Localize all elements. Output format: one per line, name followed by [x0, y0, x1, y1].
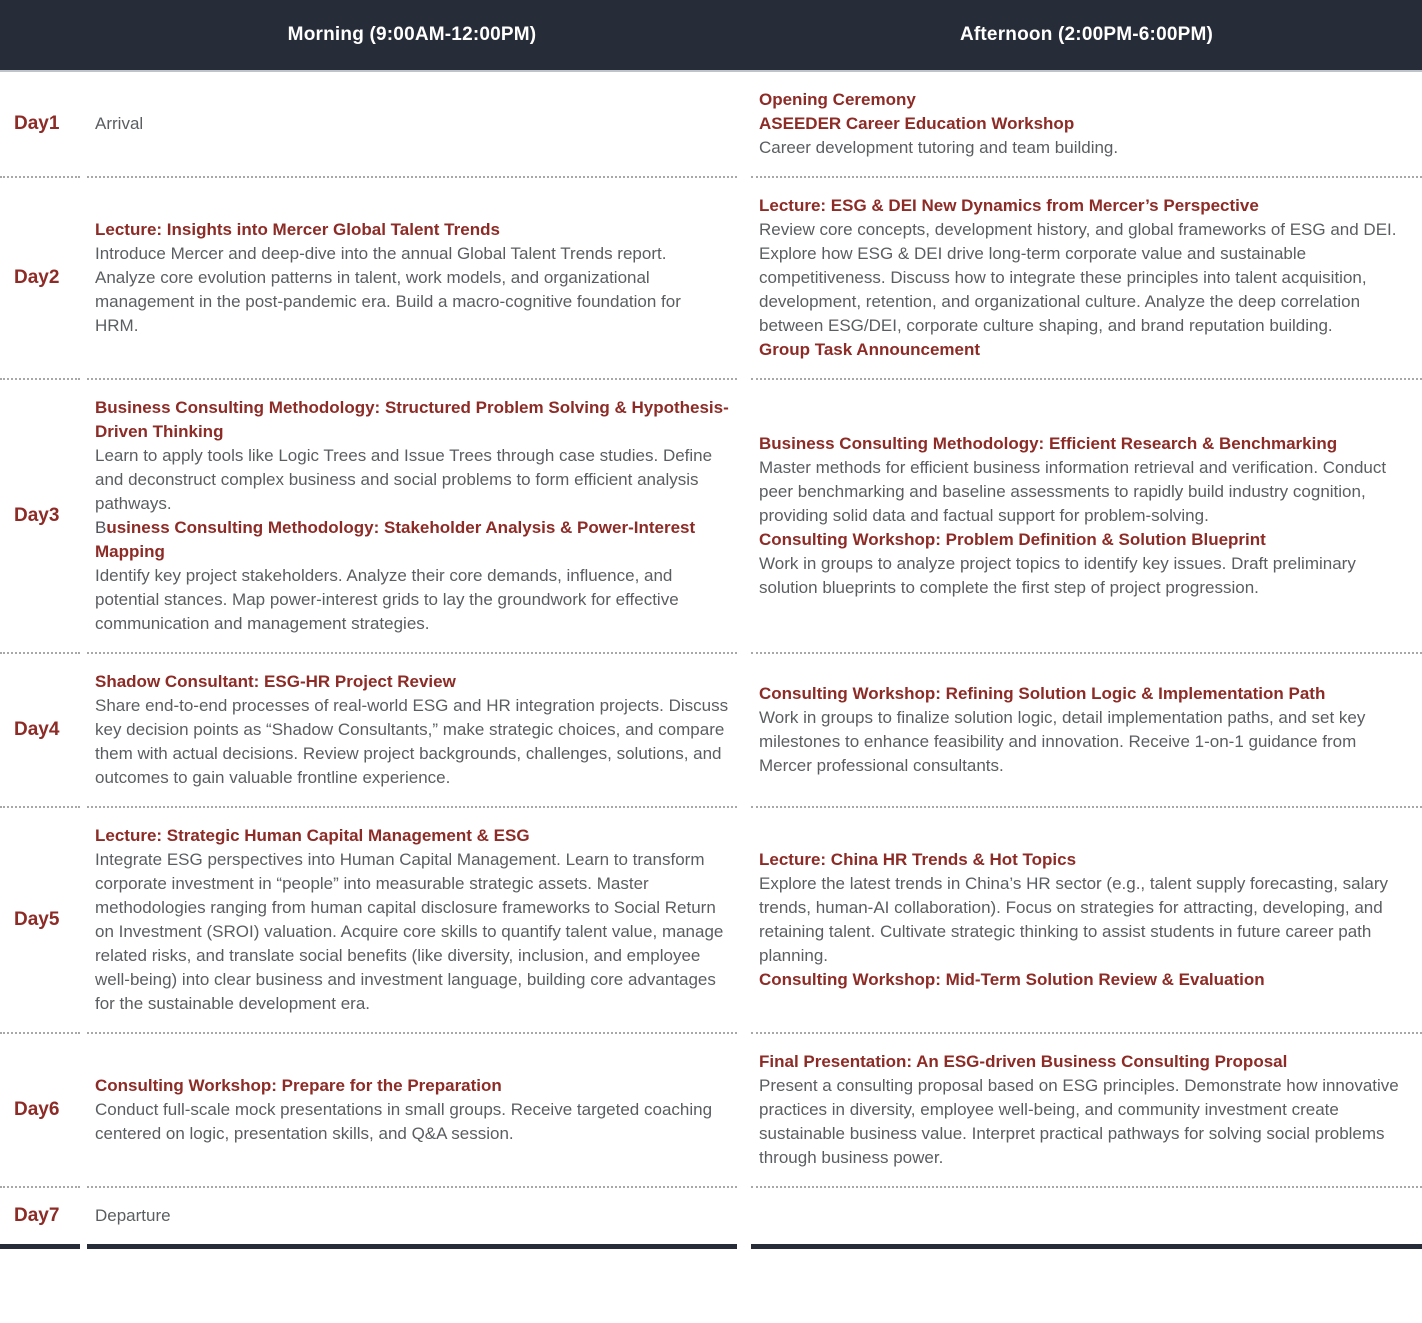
- session-description: Conduct full-scale mock presentations in small groups. Receive targeted coaching centered on logic, presentation skills, and Q&A session.: [95, 1100, 713, 1143]
- column-header-morning: Morning (9:00AM-12:00PM): [287, 24, 537, 45]
- session-description: Present a consulting proposal based on ESG principles. Demonstrate how innovative practices in diversity, employee well-being, and community investment create sustainable business value. Interpret practical pathways for solving social problems through business power.: [759, 1076, 1399, 1167]
- day-label: Day6: [0, 1034, 80, 1188]
- session-heading: ASEEDER Career Education Workshop: [759, 114, 1075, 133]
- session-heading: Consulting Workshop: Problem Definition & Solution Blueprint: [759, 530, 1266, 549]
- day-label: Day5: [0, 808, 80, 1034]
- session-description: Integrate ESG perspectives into Human Capital Management. Learn to transform corporate investment in “people” into measurable strategic assets. Master methodologies ranging from human capital disclosure frameworks to Social Return on Investment (SROI) valuation. Acquire core skills to quantify talent value, manage related risks, and translate social benefits (like diversity, inclusion, and employee well-being) into clear business and investment language, building core advantages for the sustainable development era.: [95, 850, 724, 1013]
- plain-lead-character: B: [95, 518, 107, 537]
- session-heading: Opening Ceremony: [759, 90, 916, 109]
- afternoon-cell: [751, 1188, 1422, 1249]
- afternoon-cell: [751, 808, 1422, 1034]
- afternoon-cell: [751, 1034, 1422, 1188]
- morning-cell: [87, 178, 737, 380]
- session-description: Work in groups to finalize solution logic, detail implementation paths, and set key milestones to enhance feasibility and innovation. Receive 1-on-1 guidance from Mercer professional consultants.: [759, 708, 1366, 775]
- session-heading: Lecture: Strategic Human Capital Management & ESG: [95, 826, 530, 845]
- afternoon-cell: [751, 654, 1422, 808]
- day-label: Day3: [0, 380, 80, 654]
- session-heading: Business Consulting Methodology: Efficient Research & Benchmarking: [759, 434, 1338, 453]
- session-description: Share end-to-end processes of real-world ESG and HR integration projects. Discuss key decision points as “Shadow Consultants,” make strategic choices, and compare them with actual decisions. Review project backgrounds, challenges, solutions, and outcomes to gain valuable frontline experience.: [95, 696, 729, 787]
- session-description: Departure: [95, 1206, 171, 1225]
- session-description: Introduce Mercer and deep-dive into the annual Global Talent Trends report. Analyze core evolution patterns in talent, work models, and organizational management in the post-pandemic era. Build a macro-cognitive foundation for HRM.: [95, 244, 681, 335]
- session-heading: Consulting Workshop: Prepare for the Preparation: [95, 1076, 502, 1095]
- morning-cell: [87, 72, 737, 178]
- session-heading: Group Task Announcement: [759, 340, 981, 359]
- morning-cell: [87, 380, 737, 654]
- schedule-row: [0, 1034, 1422, 1188]
- schedule-row: [0, 654, 1422, 808]
- table-header: [0, 0, 1422, 72]
- schedule-rows: [0, 72, 1422, 1249]
- morning-cell: [87, 808, 737, 1034]
- session-description: Arrival: [95, 114, 144, 133]
- session-heading: Lecture: China HR Trends & Hot Topics: [759, 850, 1077, 869]
- session-description: Learn to apply tools like Logic Trees and Issue Trees through case studies. Define and deconstruct complex business and social problems to form efficient analysis pathways.: [95, 446, 713, 513]
- session-heading: Shadow Consultant: ESG-HR Project Review: [95, 672, 456, 691]
- session-description: Explore the latest trends in China’s HR sector (e.g., talent supply forecasting, salary trends, human-AI collaboration). Focus on strategies for attracting, developing, and retaining talent. Cultivate strategic thinking to assist students in future career path planning.: [759, 874, 1388, 965]
- afternoon-cell: [751, 178, 1422, 380]
- session-heading: Consulting Workshop: Mid-Term Solution Review & Evaluation: [759, 970, 1265, 989]
- schedule-row: [0, 808, 1422, 1034]
- schedule-row: [0, 380, 1422, 654]
- session-heading: Final Presentation: An ESG-driven Business Consulting Proposal: [759, 1052, 1288, 1071]
- day-label: Day1: [0, 72, 80, 178]
- schedule-row: [0, 1188, 1422, 1249]
- session-heading: Business Consulting Methodology: Structured Problem Solving & Hypothesis-Driven Thinking: [95, 398, 729, 441]
- session-heading: Consulting Workshop: Refining Solution Logic & Implementation Path: [759, 684, 1326, 703]
- session-heading: Business Consulting Methodology: Stakeholder Analysis & Power-Interest Mapping: [95, 518, 696, 561]
- session-description: Work in groups to analyze project topics to identify key issues. Draft preliminary solution blueprints to complete the first step of project progression.: [759, 554, 1356, 597]
- session-description: Review core concepts, development history, and global frameworks of ESG and DEI. Explore how ESG & DEI drive long-term corporate value and sustainable competitiveness. Discuss how to integrate these principles into talent acquisition, development, retention, and organizational culture. Analyze the deep correlation between ESG/DEI, corporate culture shaping, and brand reputation building.: [759, 220, 1397, 335]
- session-description: Career development tutoring and team building.: [759, 138, 1119, 157]
- afternoon-cell: [751, 380, 1422, 654]
- session-heading: Lecture: ESG & DEI New Dynamics from Mercer’s Perspective: [759, 196, 1259, 215]
- day-label: Day7: [0, 1188, 80, 1249]
- schedule-row: [0, 178, 1422, 380]
- morning-cell: [87, 1034, 737, 1188]
- day-label: Day4: [0, 654, 80, 808]
- column-header-afternoon: Afternoon (2:00PM-6:00PM): [959, 24, 1214, 45]
- session-heading: Lecture: Insights into Mercer Global Talent Trends: [95, 220, 500, 239]
- session-description: Master methods for efficient business information retrieval and verification. Conduct peer benchmarking and baseline assessments to rapidly build industry cognition, providing solid data and factual support for problem-solving.: [759, 458, 1387, 525]
- morning-cell: [87, 1188, 737, 1249]
- session-description: Identify key project stakeholders. Analyze their core demands, influence, and potential stances. Map power-interest grids to lay the groundwork for effective communication and management strategies.: [95, 566, 679, 633]
- schedule-row: [0, 72, 1422, 178]
- morning-cell: [87, 654, 737, 808]
- day-label: Day2: [0, 178, 80, 380]
- afternoon-cell: [751, 72, 1422, 178]
